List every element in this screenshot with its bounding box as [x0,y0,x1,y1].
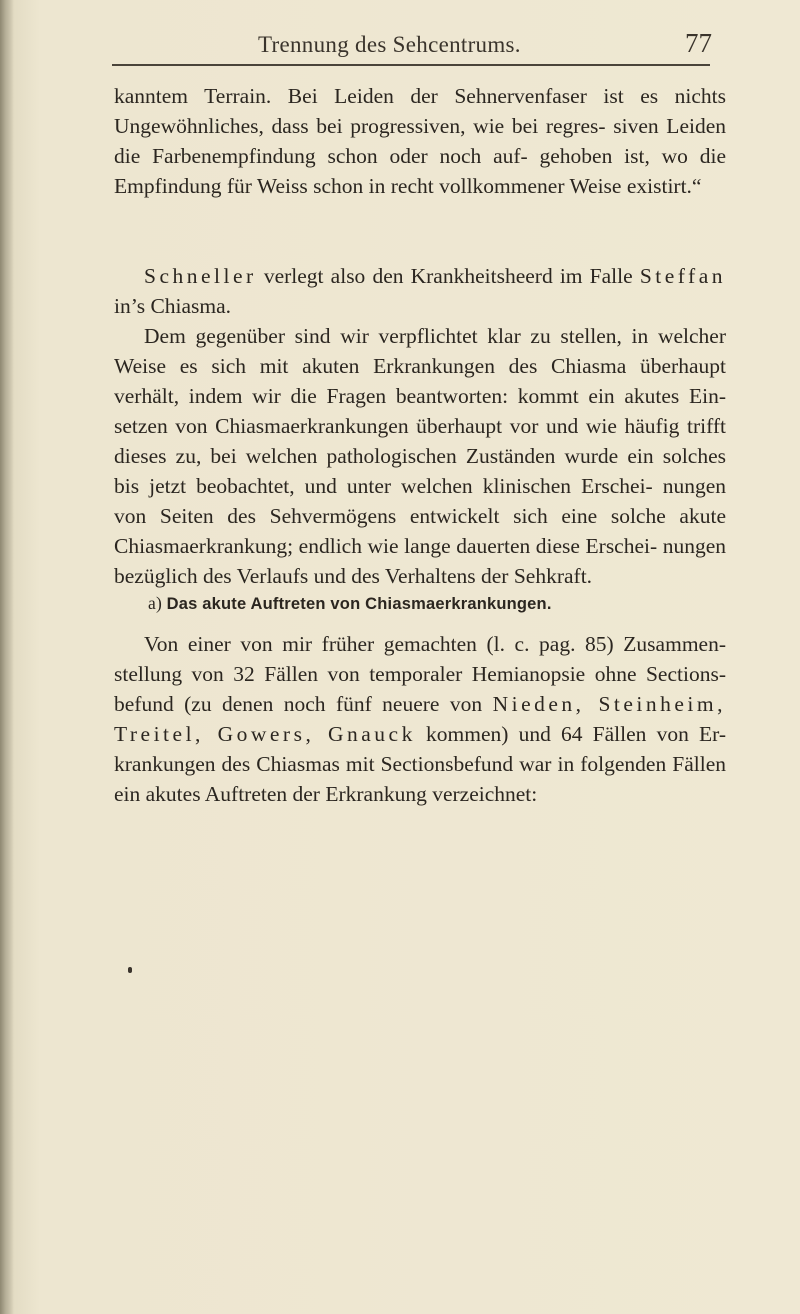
running-title: Trennung des Sehcentrums. [258,32,521,57]
running-head [250,26,720,66]
paragraph-4 [114,629,726,809]
paragraph-2-text-1: verlegt also den Krankheitsheerd im Falle [263,264,633,288]
paragraph-3 [114,321,726,591]
author-name-schneller: Schneller [144,264,257,288]
paragraph-1 [114,81,726,201]
paragraph-3-text: Dem gegenüber sind wir verpflichtet klar zu stellen, in welcher Weise es sich mit akuten Erkrankungen des Chiasma überhaupt verhält, indem wir die Fragen beantworten: kommt ein akutes Ein- setzen von Chiasmaerkrankungen überhaupt vor und wie häufig trifft dieses zu, bei welchen pathologischen Zuständen wurde ein solches bis jetzt beobachtet, und unter welchen klinischen Erschei- nungen von Seiten des Sehvermögens entwickelt sich eine solche akute Chiasmaerkrankung; endlich wie lange dauerten diese Erschei- nungen bezüglich des Verlaufs und des Verhaltens der Sehkraft. [114,324,726,588]
author-name-steffan: Steffan [639,264,727,288]
section-title: Das akute Auftreten von Chiasmaerkrankungen. [166,595,552,613]
paragraph-4-text-2: kommen) und 64 Fällen von Er- krankungen des Chiasmas mit Sectionsbefund war in folgenden Fällen ein akutes Auftreten der Erkrankung verzeichnet: [114,722,727,806]
paragraph-2 [114,261,726,321]
binding-shadow [0,0,14,1314]
author-names-list: Nieden, Steinheim, Treitel, Gowers, Gnauck [114,692,727,746]
paragraph-1-text: kanntem Terrain. Bei Leiden der Sehnervenfaser ist es nichts Ungewöhnliches, dass bei progressiven, wie bei regres- siven Leiden die Farbenempfindung schon oder noch auf- gehoben ist, wo die Empfindung für Weiss schon in recht vollkommener Weise existirt.“ [114,84,726,198]
section-heading [148,593,552,614]
page-number: 77 [685,28,712,58]
header-rule [112,64,710,66]
paragraph-4-text-1: Von einer von mir früher gemachten (l. c. pag. 85) Zusammen- stellung von 32 Fällen von temporaler Hemianopsie ohne Sections- befund (zu denen noch fünf neuere von [114,632,726,716]
paragraph-2-text-2: in’s Chiasma. [114,294,232,318]
section-marker: a) [148,593,162,613]
ink-speck [128,967,132,973]
